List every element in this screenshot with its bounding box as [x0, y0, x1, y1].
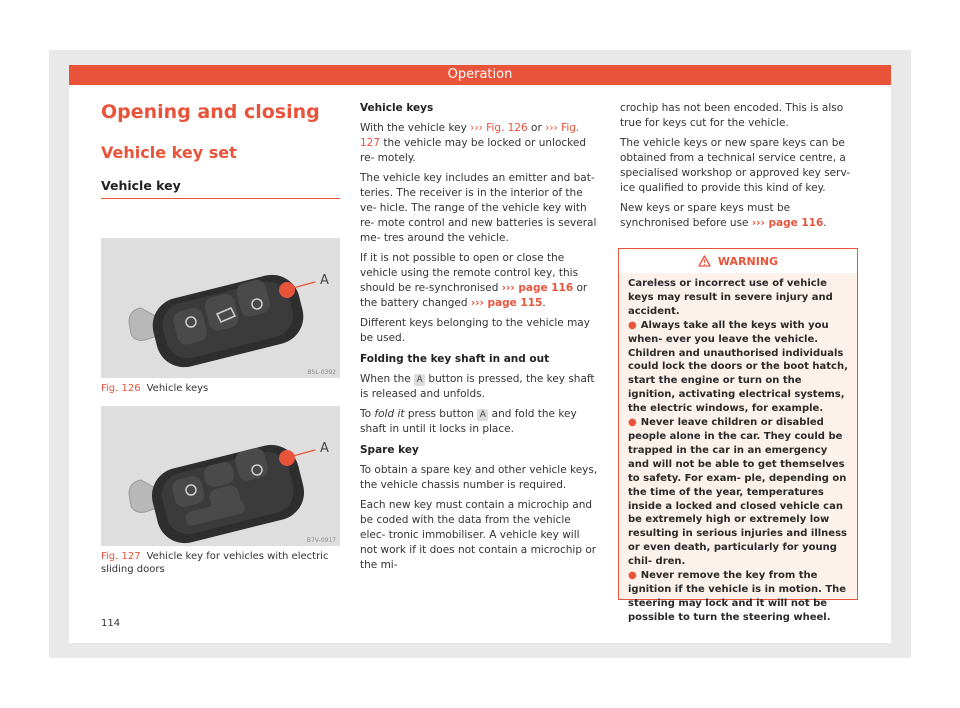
folding-key-heading: Folding the key shaft in and out	[360, 353, 550, 365]
text: or	[527, 122, 546, 134]
paragraph: Different keys belonging to the vehicle may be used.	[360, 317, 590, 344]
figure-127-code: B7V-0917	[306, 537, 336, 544]
figure-126-image	[101, 238, 340, 378]
warning-body	[619, 273, 857, 629]
page-116-link[interactable]: ››› page 116	[751, 217, 824, 229]
figure-126-caption	[101, 382, 340, 395]
text: Always take all the keys with you when- ever you leave the vehicle. Children and unauthorised individuals could lock the doors or the boot hatch, start the engine or turn on the ignition, activating electrical systems, the electric windows, for example.	[628, 319, 848, 415]
warning-bullet	[628, 416, 848, 569]
text: .	[542, 297, 546, 309]
text: and fold the key shaft in until it locks in place.	[360, 408, 577, 435]
text: New keys or spare keys must be synchronised before use	[620, 202, 791, 229]
figure-127-caption-text: Vehicle key for vehicles with electric sliding doors	[101, 551, 329, 575]
bullet-dot-icon: ●	[628, 570, 637, 582]
warning-intro: Careless or incorrect use of vehicle keys may result in severe injury and accident.	[628, 278, 833, 317]
warning-title: WARNING	[717, 254, 779, 268]
page-115-link[interactable]: ››› page 115	[470, 297, 543, 309]
text-column-middle	[360, 101, 598, 578]
paragraph: crochip has not been encoded. This is also true for keys cut for the vehicle.	[620, 102, 844, 129]
page-number: 114	[101, 618, 121, 629]
warning-triangle-icon	[698, 255, 711, 267]
text: press button	[404, 408, 478, 420]
bullet-dot-icon: ●	[628, 319, 637, 331]
title-rule	[101, 198, 340, 199]
warning-bullet	[628, 569, 848, 625]
text: Never leave children or disabled people alone in the car. They could be trapped in the car in an emergency and will not be able to get themselves to safety. For exam- ple, depending on the time of the year, temperatures inside a locked and closed vehicle can be extremely high or extremely low resulting in serious injuries and illness or even death, particularly for young chil- dren.	[628, 417, 847, 568]
button-a-marker: A	[414, 374, 425, 386]
car-key-icon	[101, 238, 340, 378]
text-column-right	[620, 101, 860, 236]
paragraph: The vehicle keys or new spare keys can be obtained from a technical service centre, a specialised workshop or approved key serv- ice qualified to provide this kind of key.	[620, 137, 851, 194]
section-header: Operation	[69, 65, 891, 85]
vehicle-keys-heading: Vehicle keys	[360, 102, 434, 114]
page-sheet	[49, 50, 911, 658]
page-116-link[interactable]: ››› page 116	[501, 282, 574, 294]
figure-126-code: B5L-0392	[307, 369, 336, 376]
figure-127-image	[101, 406, 340, 546]
button-a-marker: A	[477, 409, 488, 421]
bullet-dot-icon: ●	[628, 417, 637, 429]
figure-127-callout: A	[320, 441, 329, 456]
spare-key-heading: Spare key	[360, 444, 419, 456]
figure-126-caption-text: Vehicle keys	[146, 383, 209, 394]
figure-127-caption	[101, 550, 340, 576]
warning-bullet	[628, 319, 848, 416]
emphasis: fold it	[374, 408, 405, 420]
fig-127-link[interactable]: ››› Fig. 127	[360, 122, 580, 149]
text: If it is not possible to open or close the vehicle using the remote control key, this should be re-synchronised	[360, 252, 579, 294]
text: the vehicle may be locked or unlocked re- motely.	[360, 137, 586, 164]
paragraph: The vehicle key includes an emitter and bat- teries. The receiver is in the interior of the ve- hicle. The range of the vehicle key with re- mote control and new batteries is several me- tres around the vehicle.	[360, 172, 597, 244]
paragraph	[360, 407, 598, 437]
text: With the vehicle key	[360, 122, 471, 134]
text: button is pressed, the key shaft is released and unfolds.	[360, 373, 595, 400]
paragraph: To obtain a spare key and other vehicle keys, the vehicle chassis number is required.	[360, 464, 598, 491]
warning-box	[618, 248, 858, 623]
text: To	[360, 408, 375, 420]
subsection-title: Vehicle key	[101, 178, 181, 193]
text: or the battery changed	[360, 282, 588, 309]
chapter-title: Opening and closing	[101, 101, 320, 123]
paragraph	[360, 372, 598, 402]
figure-126-label: Fig. 126	[101, 383, 141, 394]
text: .	[823, 217, 827, 229]
section-title: Vehicle key set	[101, 143, 237, 162]
text: Never remove the key from the ignition if the vehicle is in motion. The steering may lock and it will not be possible to turn the steering wheel.	[628, 570, 847, 623]
figure-127-label: Fig. 127	[101, 551, 141, 562]
paragraph	[360, 121, 598, 166]
paragraph	[620, 201, 860, 231]
manual-page	[69, 65, 891, 643]
car-key-sliding-doors-icon	[101, 406, 340, 546]
paragraph	[360, 251, 598, 311]
text: When the	[360, 373, 415, 385]
figure-126-callout: A	[320, 273, 329, 288]
paragraph: Each new key must contain a microchip and be coded with the data from the vehicle elec- tronic immobiliser. A vehicle key will not work if it does not contain a microchip or the mi-	[360, 499, 597, 571]
fig-126-link[interactable]: ››› Fig. 126	[470, 122, 528, 134]
warning-header	[619, 249, 857, 273]
